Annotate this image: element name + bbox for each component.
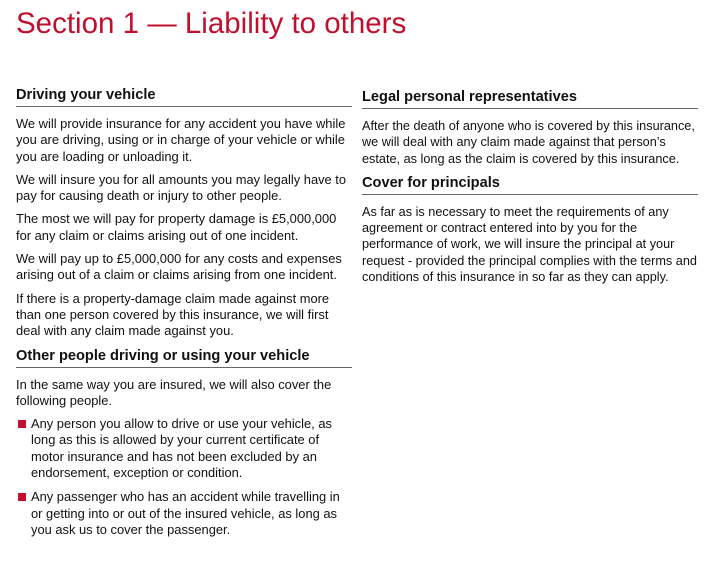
legal-representatives-text: After the death of anyone who is covered by this insurance, we will deal with any claim made against that person’s estate, as long as the claim is covered by this insurance.	[362, 119, 695, 166]
bullet-text: Any passenger who has an accident while travelling in or getting into or out of the insured vehicle, as long as you ask us to cover the passenger.	[31, 489, 340, 537]
bullet-square-icon	[18, 493, 26, 501]
driving-heading: Driving your vehicle	[16, 86, 352, 107]
left-column	[16, 86, 352, 546]
page-title: Section 1 — Liability to others	[16, 7, 407, 40]
bullet-square-icon	[18, 420, 26, 428]
cover-for-principals-heading: Cover for principals	[362, 174, 698, 195]
driving-paragraph-3: The most we will pay for property damage is £5,000,000 for any claim or claims arising out of one incident.	[16, 211, 337, 243]
driving-paragraph-2: We will insure you for all amounts you may legally have to pay for causing death or injury to other people.	[16, 171, 347, 204]
bullet-text: Any person you allow to drive or use your vehicle, as long as this is allowed by your current certificate of motor insurance and has not been excluded by an endorsement, exception or condition.	[31, 416, 332, 481]
cover-for-principals-text: As far as is necessary to meet the requirements of any agreement or contract entered into by you for the performance of work, we will insure the principal at your request - provided the principal complies with the terms and conditions of this insurance in so far as they can apply.	[362, 204, 697, 285]
right-column	[362, 88, 698, 292]
driving-paragraph-4: We will pay up to £5,000,000 for any costs and expenses arising out of a claim or claims arising from one incident.	[16, 251, 342, 283]
other-people-heading: Other people driving or using your vehicle	[16, 347, 352, 368]
legal-representatives-heading: Legal personal representatives	[362, 88, 698, 109]
bullet-item	[16, 489, 352, 538]
bullet-item	[16, 416, 352, 481]
other-people-intro: In the same way you are insured, we will also cover the following people.	[16, 376, 332, 408]
driving-paragraph-1: We will provide insurance for any accident you have while you are driving, using or in charge of your vehicle or while you are loading or unloading it.	[16, 116, 346, 164]
driving-paragraph-5: If there is a property-damage claim made against more than one person covered by this insurance, we will first deal with any claim made against you.	[16, 290, 330, 339]
